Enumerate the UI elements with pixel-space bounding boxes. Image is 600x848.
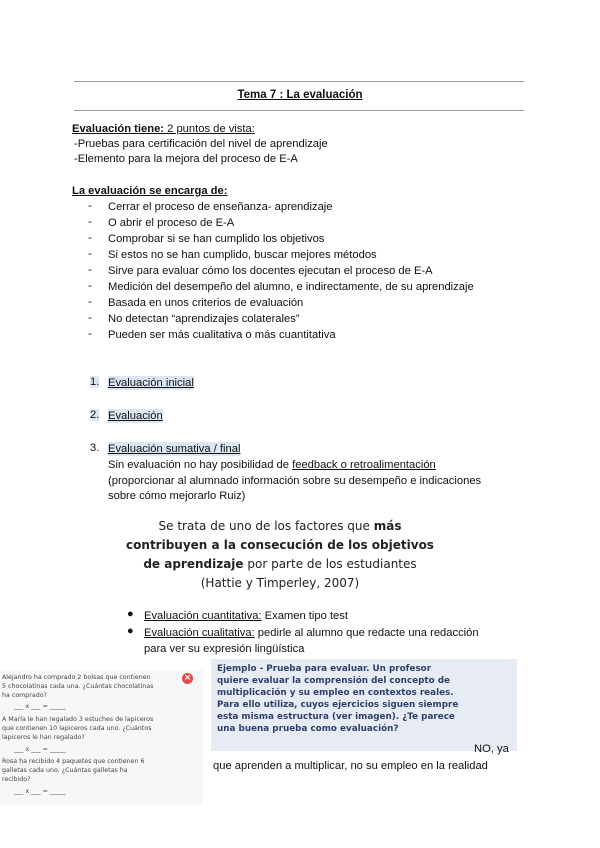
vista-heading-rest: 2 puntos de vista: (164, 123, 255, 135)
list-dash: - (88, 312, 92, 324)
list-item: No detectan “aprendizajes colaterales” (108, 313, 300, 325)
list-item: Basada en unos criterios de evaluación (108, 297, 304, 309)
list-dash: - (88, 280, 92, 292)
exercise-line: que contienen 10 lapiceros cada uno. ¿Cuántos (2, 725, 152, 732)
page-title: Tema 7 : La evaluación (237, 89, 363, 101)
exercise-image (0, 670, 203, 805)
respuesta-line: NO, ya (474, 743, 509, 755)
exercise-line: Rosa ha recibido 4 paquetes que contienen 6 (2, 758, 145, 765)
exercise-line: galletas cada uno. ¿Cuántas galletas ha (2, 767, 128, 774)
exercise-blank: ___ x ___ = _____ (14, 746, 66, 753)
bullet-dot: ● (127, 625, 134, 637)
list-item: Medición del desempeño del alumno, e indirectamente, de su aprendizaje (108, 281, 474, 293)
ejemplo-line: Ejemplo - Prueba para evaluar. Un profesor (217, 664, 432, 674)
tipo-item (144, 626, 479, 640)
tipo-text: pedirle al alumno que redacte una redacción (254, 627, 479, 639)
section-number: 1. (90, 376, 100, 388)
ejemplo-line: una buena prueba como evaluación? (217, 724, 399, 734)
section-evaluacion: Evaluación (108, 410, 163, 422)
quote-bold: de aprendizaje (143, 557, 244, 571)
exercise-line: Alejandro ha comprado 2 bolsas que contienen (2, 674, 151, 681)
ejemplo-line: esta misma estructura (ver imagen). ¿Te parece (217, 712, 455, 722)
list-dash: - (88, 328, 92, 340)
sumativa-line: sobre cómo mejorarlo Ruiz) (108, 490, 246, 502)
list-item: Sirve para evaluar cómo los docentes ejecutan el proceso de E-A (108, 265, 433, 277)
exercise-line: recibido? (2, 776, 31, 783)
list-dash: - (88, 296, 92, 308)
quote-text: por parte de los estudiantes (243, 557, 417, 571)
quote-citation: (Hattie y Timperley, 2007) (200, 576, 360, 590)
list-dash: - (88, 232, 92, 244)
exercise-blank: ___ x ___ = _____ (14, 788, 66, 795)
quote-line (100, 517, 460, 536)
encarga-heading: La evaluación se encarga de: (72, 185, 228, 197)
title-divider (74, 110, 524, 111)
vista-item: -Pruebas para certificación del nivel de aprendizaje (74, 138, 328, 150)
top-divider (74, 81, 524, 82)
list-item: Si estos no se han cumplido, buscar mejores métodos (108, 249, 377, 261)
feedback-link: feedback o retroalimentación (292, 459, 436, 471)
section-number: 3. (90, 442, 100, 454)
sumativa-line: (proporcionar al alumnado información sobre su desempeño e indicaciones (108, 475, 482, 487)
sumativa-text: Sin evaluación no hay posibilidad de (108, 459, 293, 471)
list-dash: - (88, 200, 92, 212)
sumativa-line (108, 458, 436, 472)
tipo-continuation: para ver su expresión lingüística (144, 643, 305, 655)
vista-item: -Elemento para la mejora del proceso de E-A (74, 153, 298, 165)
exercise-line: A María le han regalado 3 estuches de lapiceros (2, 716, 154, 723)
ejemplo-line: quiere evaluar la comprensión del concepto de (217, 676, 450, 686)
section-evaluacion-inicial: Evaluación inicial (108, 377, 194, 389)
tipo-label: Evaluación cualitativa: (144, 627, 255, 639)
ejemplo-line: multiplicación y su empleo en contextos reales. (217, 688, 454, 698)
vista-heading-line (72, 122, 255, 136)
list-item: O abrir el proceso de E-A (108, 217, 235, 229)
tipo-text: Examen tipo test (261, 610, 348, 622)
hattie-quote (100, 517, 460, 593)
quote-text: Se trata de uno de los factores que (158, 519, 374, 533)
tipo-item (144, 609, 348, 623)
list-item: Cerrar el proceso de enseñanza- aprendizaje (108, 201, 333, 213)
section-evaluacion-sumativa: Evaluación sumativa / final (108, 443, 241, 455)
ejemplo-box (211, 659, 517, 751)
list-dash: - (88, 248, 92, 260)
ejemplo-line: Para ello utiliza, cuyos ejercicios siguen siempre (217, 700, 459, 710)
list-item: Pueden ser más cualitativa o más cuantitativa (108, 329, 336, 341)
exercise-line: ha comprado? (2, 692, 47, 699)
exercise-blank: ___ x ___ = _____ (14, 703, 66, 710)
tipo-label: Evaluación cuantitativa: (144, 610, 262, 622)
list-dash: - (88, 216, 92, 228)
bullet-dot: ● (127, 608, 134, 620)
quote-line (100, 555, 460, 574)
section-number: 2. (90, 409, 100, 421)
respuesta-line: que aprenden a multiplicar, no su empleo en la realidad (213, 760, 488, 772)
exercise-line: lapiceros le han regalado? (2, 734, 85, 741)
quote-bold: más (373, 519, 402, 533)
quote-line: contribuyen a la consecución de los objetivos (126, 538, 434, 552)
vista-heading: Evaluación tiene: (72, 123, 165, 135)
list-item: Comprobar si se han cumplido los objetivos (108, 233, 325, 245)
exercise-line: 5 chocolatinas cada una. ¿Cuántas chocolatinas (2, 683, 154, 690)
close-icon[interactable]: × (183, 673, 192, 683)
list-dash: - (88, 264, 92, 276)
